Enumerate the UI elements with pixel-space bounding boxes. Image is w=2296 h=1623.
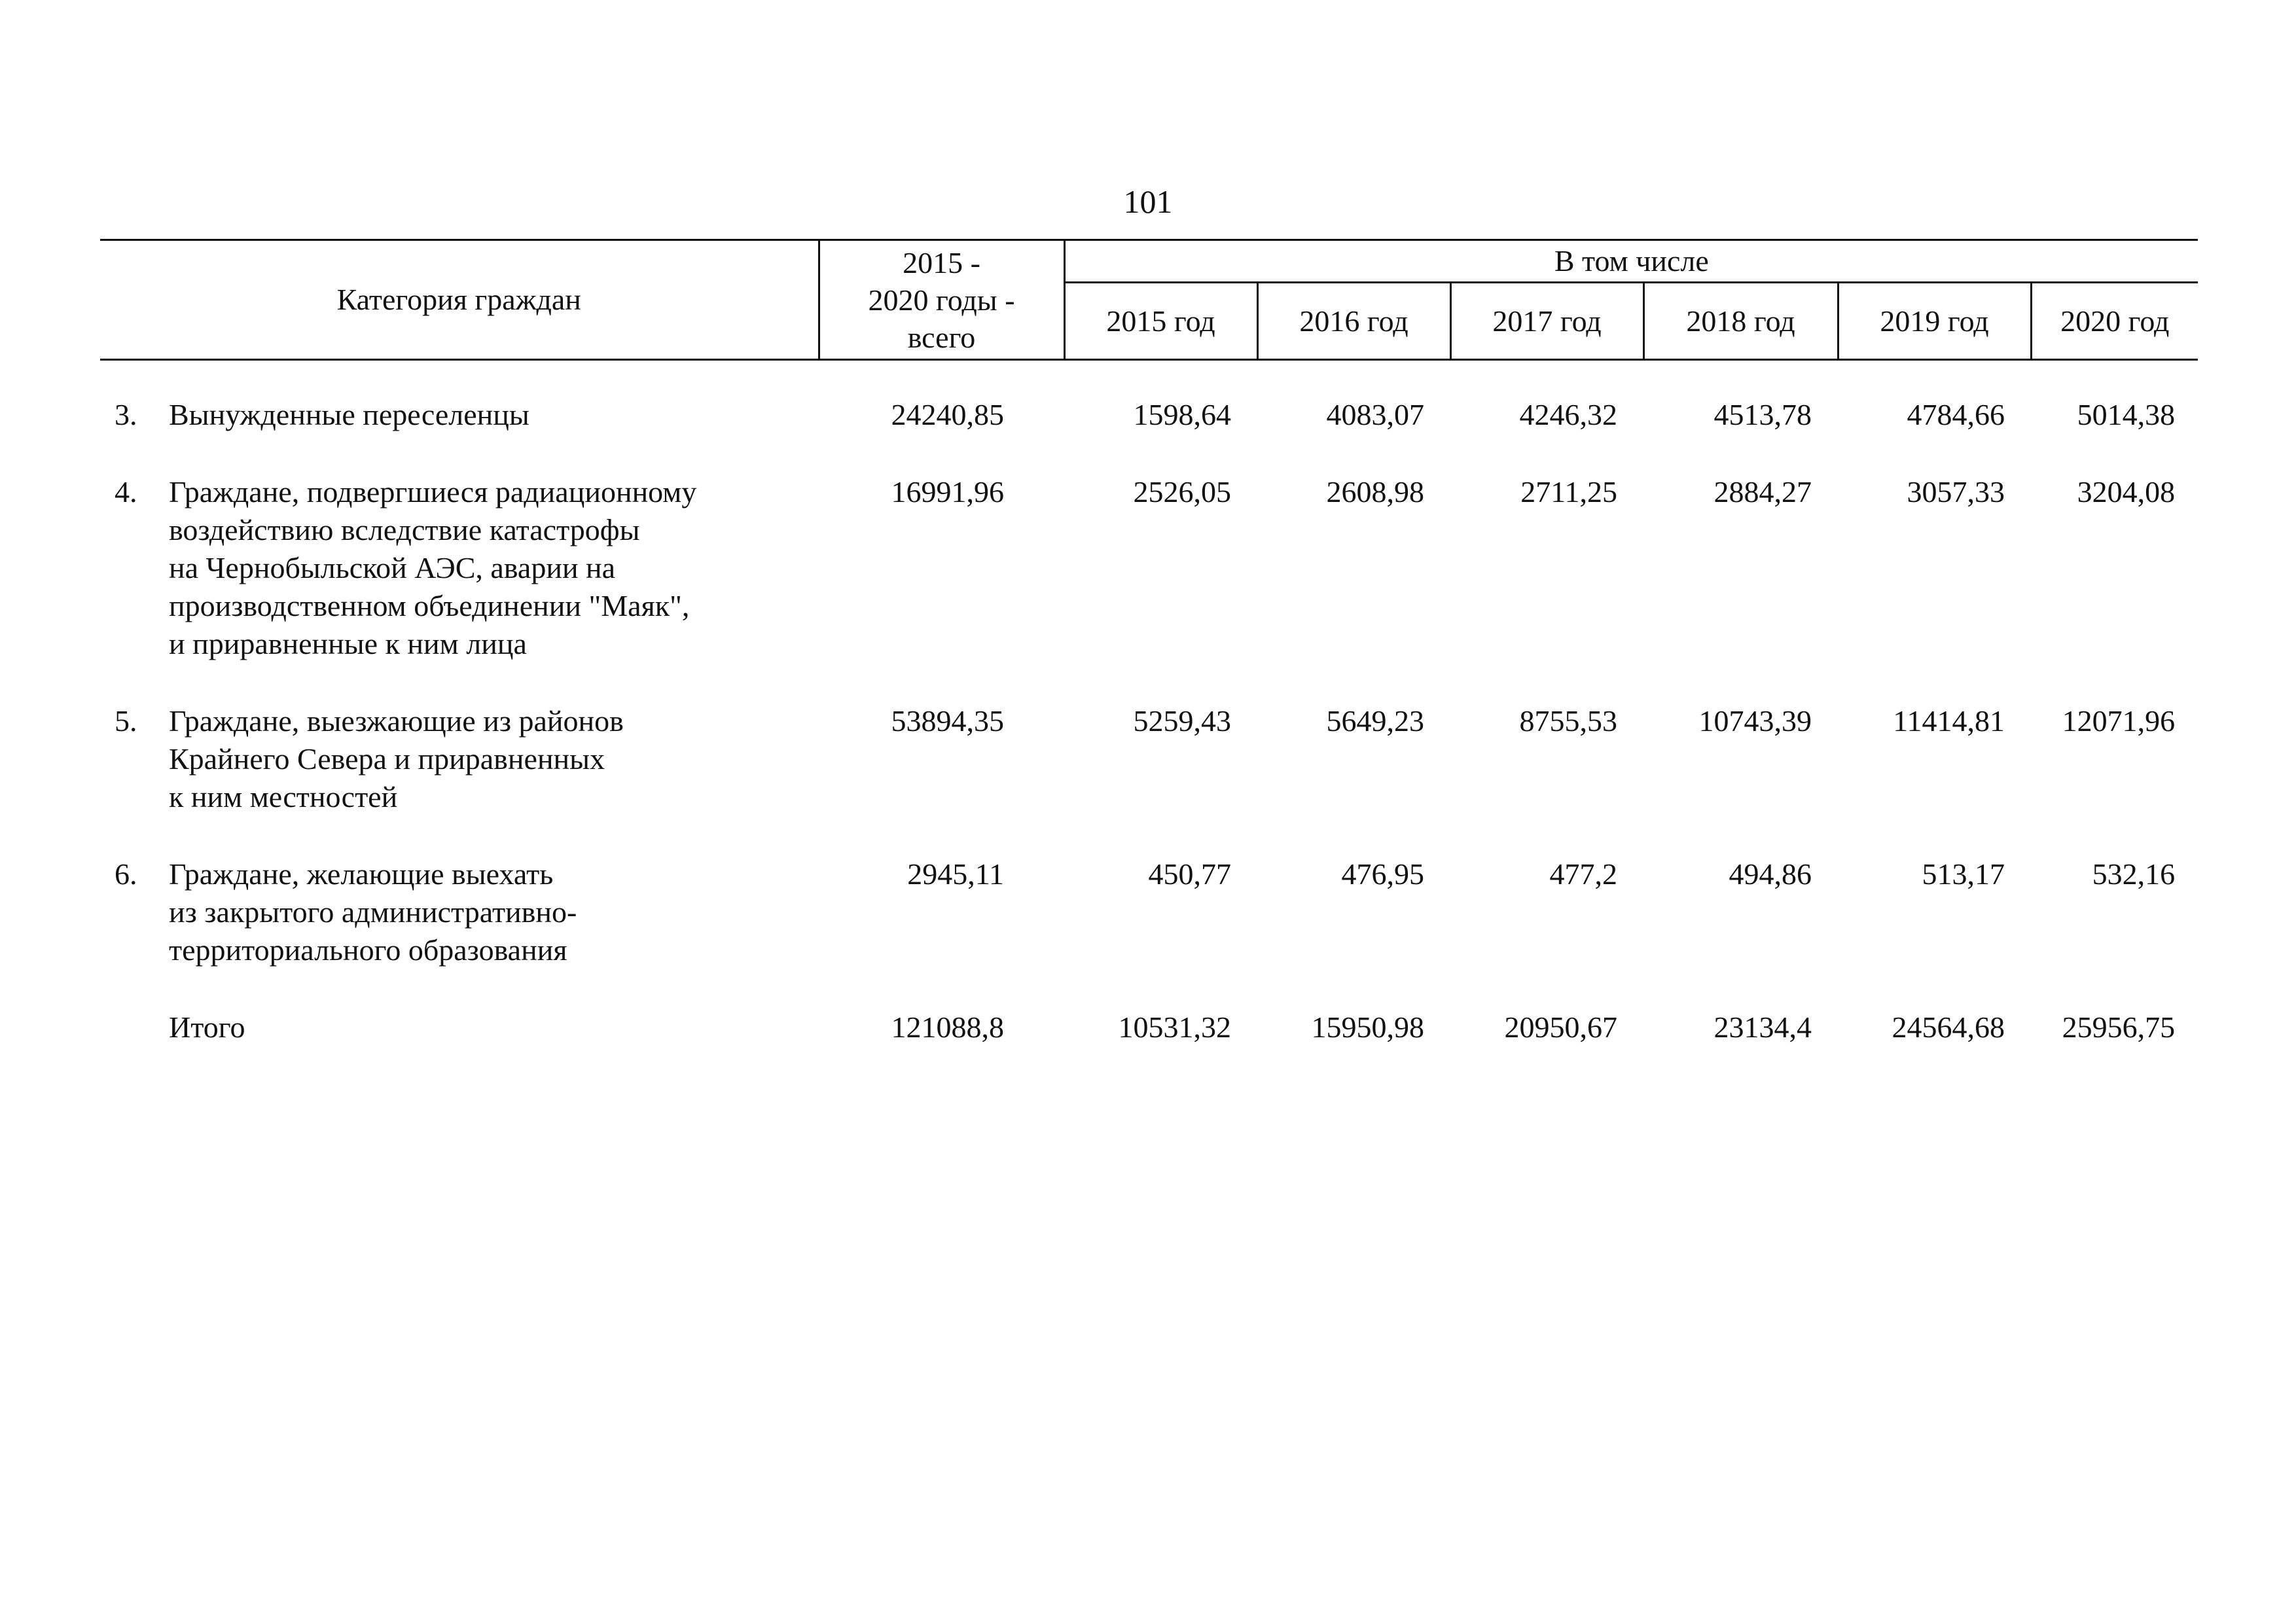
row-index: 6. — [115, 857, 137, 891]
row-total: 16991,96 — [891, 475, 1005, 508]
table-body — [100, 360, 2198, 1047]
value-2015: 2526,05 — [1133, 475, 1232, 508]
header-category: Категория граждан — [336, 283, 581, 316]
category-line: Граждане, желающие выехать — [169, 857, 554, 891]
value-2015: 10531,32 — [1118, 1010, 1232, 1044]
value-2018: 4513,78 — [1713, 398, 1812, 431]
value-2018: 494,86 — [1729, 857, 1812, 891]
row-total: 53894,35 — [891, 704, 1005, 738]
row-index: 3. — [115, 398, 137, 431]
value-2016: 2608,98 — [1326, 475, 1425, 508]
header-total-line3: всего — [907, 320, 976, 354]
row-index: 4. — [115, 475, 137, 508]
row-category — [169, 396, 819, 473]
value-2015: 450,77 — [1148, 857, 1232, 891]
header-year-2020: 2020 год — [2031, 283, 2198, 360]
value-2019: 513,17 — [1922, 857, 2005, 891]
category-line: территориального образования — [169, 933, 567, 967]
category-line: Итого — [169, 1010, 245, 1044]
value-2018: 23134,4 — [1713, 1010, 1812, 1044]
value-2020: 5014,38 — [2077, 398, 2176, 431]
page-number: 101 — [1123, 183, 1173, 220]
value-2016: 5649,23 — [1326, 704, 1425, 738]
value-2020: 25956,75 — [2062, 1010, 2176, 1044]
budget-table-container — [100, 239, 2198, 1046]
header-year-2019: 2019 год — [1838, 283, 2031, 360]
table-header — [100, 240, 2198, 360]
category-line: из закрытого административно- — [169, 895, 577, 929]
row-category — [169, 855, 819, 1008]
row-category — [169, 702, 819, 855]
table-row — [100, 702, 2198, 855]
row-total: 24240,85 — [891, 398, 1005, 431]
header-year-2016: 2016 год — [1257, 283, 1450, 360]
row-index — [100, 1008, 169, 1046]
table-row — [100, 473, 2198, 702]
row-total: 121088,8 — [891, 1010, 1005, 1044]
row-category — [169, 473, 819, 702]
value-2017: 8755,53 — [1519, 704, 1618, 738]
value-2017: 2711,25 — [1520, 475, 1618, 508]
value-2016: 476,95 — [1341, 857, 1425, 891]
category-line: Граждане, выезжающие из районов — [169, 704, 624, 738]
header-year-2017: 2017 год — [1450, 283, 1643, 360]
category-line: воздействию вследствие катастрофы — [169, 513, 640, 546]
header-total-line1: 2015 - — [903, 245, 980, 279]
row-index: 5. — [115, 704, 137, 738]
value-2020: 12071,96 — [2062, 704, 2176, 738]
value-2015: 1598,64 — [1133, 398, 1232, 431]
table-row — [100, 396, 2198, 473]
table-row — [100, 855, 2198, 1008]
value-2019: 11414,81 — [1893, 704, 2005, 738]
value-2019: 24564,68 — [1892, 1010, 2005, 1044]
row-category — [169, 1008, 819, 1046]
total-row — [100, 1008, 2198, 1046]
header-spacer — [100, 360, 2198, 397]
category-line: на Чернобыльской АЭС, аварии на — [169, 551, 616, 584]
value-2018: 10743,39 — [1698, 704, 1812, 738]
category-line: Граждане, подвергшиеся радиационному — [169, 475, 697, 508]
value-2016: 15950,98 — [1311, 1010, 1425, 1044]
category-line: к ним местностей — [169, 780, 398, 813]
value-2015: 5259,43 — [1133, 704, 1232, 738]
value-2017: 4246,32 — [1519, 398, 1618, 431]
header-year-2015: 2015 год — [1064, 283, 1257, 360]
value-2020: 3204,08 — [2077, 475, 2176, 508]
value-2019: 4784,66 — [1907, 398, 2005, 431]
value-2017: 20950,67 — [1504, 1010, 1618, 1044]
category-line: и приравненные к ним лица — [169, 627, 527, 660]
value-2017: 477,2 — [1549, 857, 1618, 891]
value-2018: 2884,27 — [1713, 475, 1812, 508]
category-line: производственном объединении "Маяк", — [169, 589, 690, 622]
header-row-top — [100, 240, 2198, 283]
category-line: Крайнего Севера и приравненных — [169, 742, 605, 776]
header-year-2018: 2018 год — [1643, 283, 1838, 360]
value-2019: 3057,33 — [1907, 475, 2005, 508]
header-total — [819, 240, 1064, 360]
row-total: 2945,11 — [907, 857, 1005, 891]
value-2020: 532,16 — [2092, 857, 2176, 891]
header-including: В том числе — [1064, 240, 2198, 283]
budget-table — [100, 239, 2198, 1046]
category-line: Вынужденные переселенцы — [169, 398, 529, 431]
header-total-line2: 2020 годы - — [868, 283, 1015, 317]
value-2016: 4083,07 — [1326, 398, 1425, 431]
